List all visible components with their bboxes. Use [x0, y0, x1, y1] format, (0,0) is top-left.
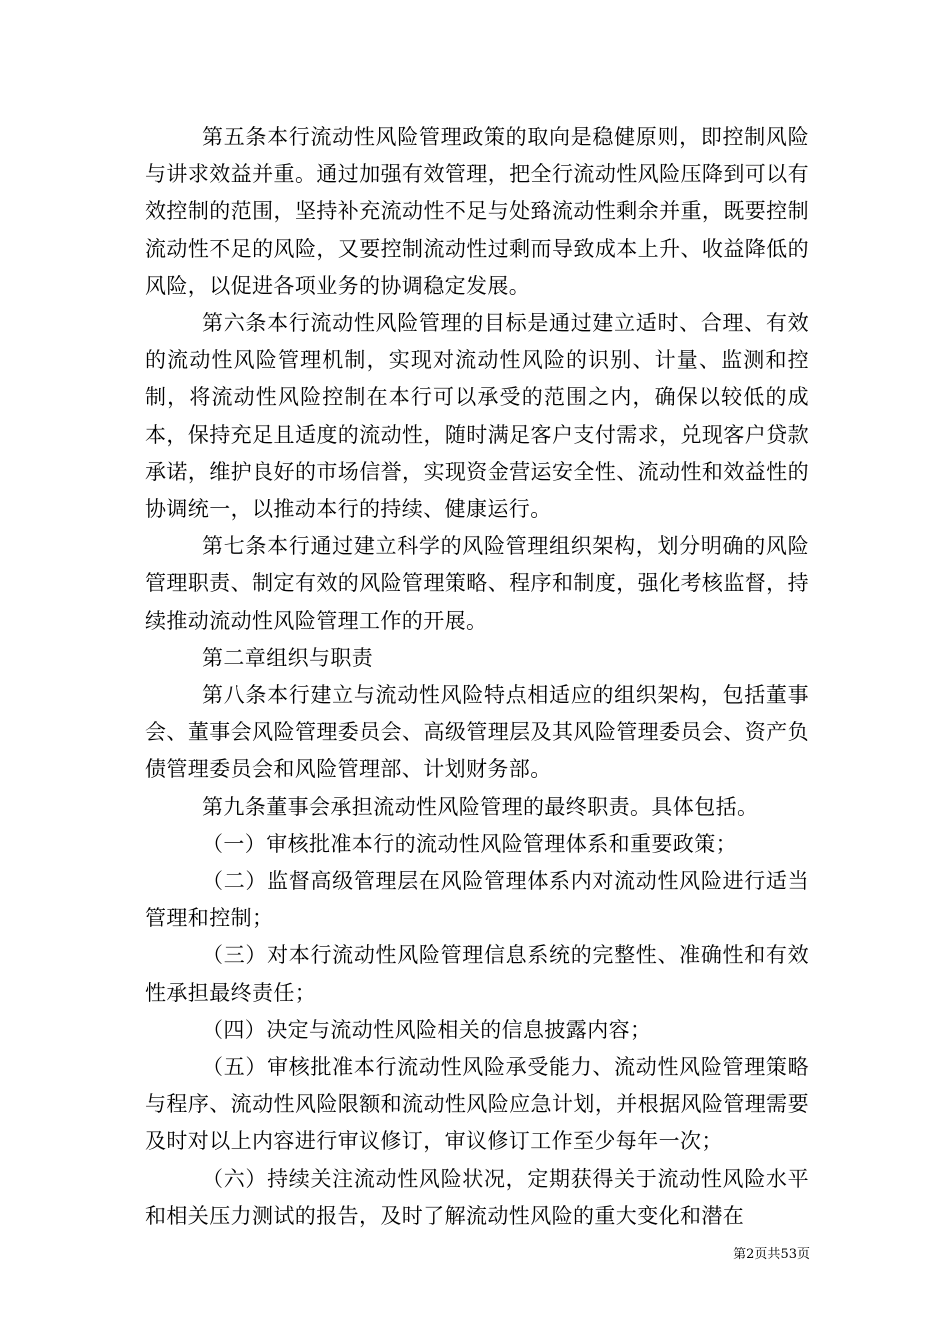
paragraph-article-7: 第七条本行通过建立科学的风险管理组织架构，划分明确的风险管理职责、制定有效的风险管理策略、程序和制度，强化考核监督，持续推动流动性风险管理工作的开展。: [145, 534, 809, 633]
footer-middle: 页共: [754, 1247, 781, 1262]
list-item-6: （六）持续关注流动性风险状况，定期获得关于流动性风险水平和相关压力测试的报告，及时了解流动性风险的重大变化和潜在: [145, 1166, 809, 1228]
chapter-heading: 第二章组织与职责: [202, 645, 374, 670]
footer-prefix: 第: [733, 1247, 747, 1262]
page-number-footer: [0, 1247, 810, 1263]
list-item-4: （四）决定与流动性风险相关的信息披露内容；: [202, 1017, 652, 1042]
footer-page-number: 2: [746, 1247, 755, 1262]
paragraph-article-5: 第五条本行流动性风险管理政策的取向是稳健原则，即控制风险与讲求效益并重。通过加强有效管理，把全行流动性风险压降到可以有效控制的范围，坚持补充流动性不足与处臵流动性剩余并重，既要控制流动性不足的风险，又要控制流动性过剩而导致成本上升、收益降低的风险，以促进各项业务的协调稳定发展。: [145, 125, 809, 298]
paragraph-article-6: 第六条本行流动性风险管理的目标是通过建立适时、合理、有效的流动性风险管理机制，实现对流动性风险的识别、计量、监测和控制，将流动性风险控制在本行可以承受的范围之内，确保以较低的成本，保持充足且适度的流动性，随时满足客户支付需求，兑现客户贷款承诺，维护良好的市场信誉，实现资金营运安全性、流动性和效益性的协调统一，以推动本行的持续、健康运行。: [145, 311, 809, 522]
footer-suffix: 页: [796, 1247, 810, 1262]
paragraph-article-8: 第八条本行建立与流动性风险特点相适应的组织架构，包括董事会、董事会风险管理委员会、高级管理层及其风险管理委员会、资产负债管理委员会和风险管理部、计划财务部。: [145, 683, 809, 782]
list-item-5: （五）审核批准本行流动性风险承受能力、流动性风险管理策略与程序、流动性风险限额和流动性风险应急计划，并根据风险管理需要及时对以上内容进行审议修订，审议修订工作至少每年一次；: [145, 1055, 809, 1154]
document-body: [145, 119, 809, 1235]
list-item-3: （三）对本行流动性风险管理信息系统的完整性、准确性和有效性承担最终责任；: [145, 943, 809, 1005]
list-item-2: （二）监督高级管理层在风险管理体系内对流动性风险进行适当管理和控制；: [145, 869, 809, 931]
list-item-1: （一）审核批准本行的流动性风险管理体系和重要政策；: [202, 831, 737, 856]
footer-total-pages: 53: [780, 1247, 797, 1262]
paragraph-article-9: 第九条董事会承担流动性风险管理的最终职责。具体包括。: [202, 794, 759, 819]
